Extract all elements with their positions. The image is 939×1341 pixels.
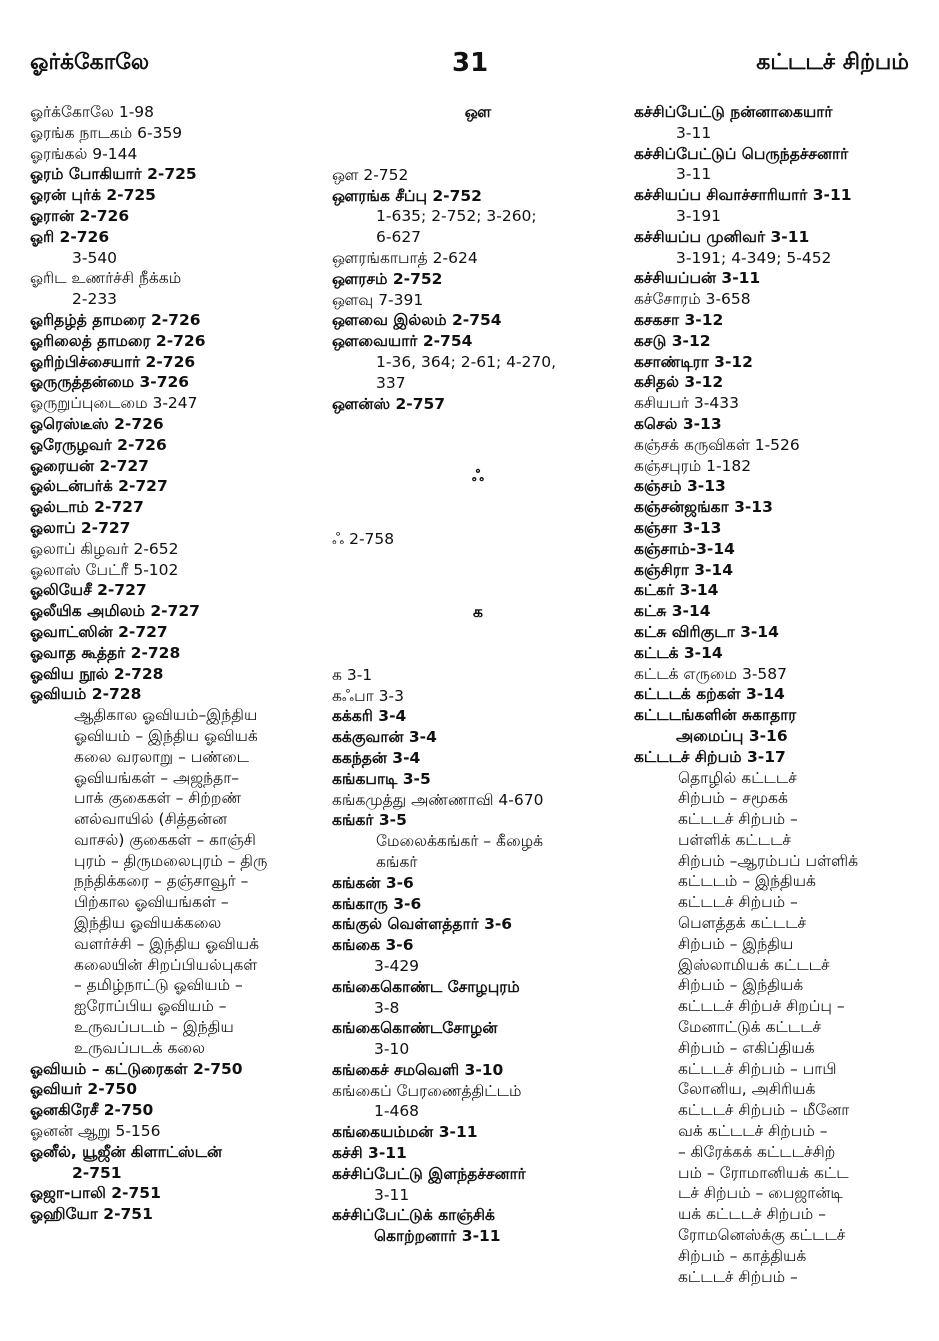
- page-number: 31: [452, 48, 489, 78]
- index-entry: ஔ 2-752: [332, 165, 409, 184]
- index-entry: சிற்பம் – காத்தியக்: [678, 1246, 807, 1265]
- index-entry: கட்டடக் கற்கள் 3-14: [634, 685, 785, 704]
- index-entry: கங்கை 3-6: [332, 936, 414, 955]
- index-entry: கசெல் 3-13: [634, 414, 722, 433]
- index-entry: கட்டடச் சிற்பம் 3-17: [634, 747, 786, 766]
- index-entry: ஓவியம் 2-728: [30, 685, 142, 704]
- index-entry: ஓஜா-பாலி 2-751: [30, 1184, 161, 1203]
- index-entry: டச் சிற்பம் – பைஜான்டி: [678, 1184, 843, 1203]
- index-entry: 6-627: [376, 228, 422, 247]
- section-heading: ஃ: [471, 467, 485, 486]
- index-entry: கஞ்சபுரம் 1-182: [634, 456, 752, 475]
- index-entry: ரோமனெஸ்க்கு கட்டடச்: [678, 1226, 846, 1245]
- spacer: [332, 550, 624, 602]
- index-entry: ஓரம் போகியார் 2-725: [30, 165, 197, 184]
- index-entry: ஓரையன் 2-727: [30, 456, 149, 475]
- index-entry: ஓவியம் – கட்டுரைகள் 2-750: [30, 1059, 243, 1078]
- index-entry: ஔவை இல்லம் 2-754: [332, 311, 502, 330]
- index-entry: சிற்பம் – இந்திய: [678, 934, 794, 953]
- index-entry: ஓனன் ஆறு 5-156: [30, 1122, 161, 1141]
- index-entry: 1-36, 364; 2-61; 4-270,: [376, 352, 557, 371]
- index-entry: 3-10: [374, 1040, 410, 1059]
- index-entry: ஓரிற்பிச்சையார் 2-726: [30, 352, 196, 371]
- index-entry: 1-468: [374, 1102, 420, 1121]
- index-entry: கங்காரு 3-6: [332, 894, 422, 913]
- index-entry: பிற்கால ஓவியங்கள் –: [74, 893, 229, 912]
- index-entry: கச்சிப்பேட்டுக் காஞ்சிக்: [332, 1206, 495, 1225]
- index-entry: கட்கர் 3-14: [634, 581, 719, 600]
- index-entry: இஸ்லாமியக் கட்டடச்: [678, 955, 830, 974]
- index-entry: கங்கர் 3-5: [332, 811, 407, 830]
- index-entry: ஓரன் புர்க் 2-725: [30, 186, 156, 205]
- index-entry: கசியபர் 3-433: [634, 394, 739, 413]
- index-entry: ஓவியங்கள் – அஜந்தா–: [74, 768, 240, 787]
- index-entry: கச்சியப்பன் 3-11: [634, 269, 761, 288]
- index-entry: னல்வாயில் (சித்தன்ன: [74, 810, 227, 829]
- index-entry: 337: [376, 373, 406, 392]
- index-entry: ஔன்ஸ் 2-757: [332, 394, 446, 413]
- index-entry: கட்சு 3-14: [634, 602, 711, 621]
- index-entry: கசடு 3-12: [634, 331, 711, 350]
- index-entry: இந்திய ஓவியக்கலை: [74, 914, 222, 933]
- index-column-2: [332, 102, 624, 1247]
- index-entry: கட்டடச் சிற்பம் –: [678, 893, 798, 912]
- index-entry: கங்கையம்மன் 3-11: [332, 1123, 478, 1142]
- index-entry: கச்சியப்ப முனிவர் 3-11: [634, 227, 810, 246]
- index-entry: கஞ்சன்ஜங்கா 3-13: [634, 498, 773, 517]
- index-entry: மேலைக்கங்கர் – கீழைக்: [376, 832, 544, 851]
- index-entry: க 3-1: [332, 665, 373, 684]
- index-entry: ஓரான் 2-726: [30, 206, 130, 225]
- index-entry: கங்கைச் சமவெளி 3-10: [332, 1060, 504, 1079]
- index-entry: கச்சி 3-11: [332, 1144, 407, 1163]
- index-entry: 3-11: [676, 123, 712, 142]
- index-entry: ஓரிட உணர்ச்சி நீக்கம்: [30, 269, 182, 288]
- index-entry: ஓவியம் – இந்திய ஓவியக்: [74, 726, 258, 745]
- index-entry: கஞ்சக் கருவிகள் 1-526: [634, 435, 800, 454]
- index-entry: 3-11: [374, 1185, 410, 1204]
- index-entry: கங்குல் வெள்ளத்தார் 3-6: [332, 915, 513, 934]
- index-entry: புரம் – திருமலைபுரம் – திரு: [74, 851, 268, 870]
- index-entry: ஓலியேசீ 2-727: [30, 581, 147, 600]
- index-entry: கச்சிப்பேட்டு நன்னாகையார்: [634, 103, 833, 121]
- index-entry: கசகசா 3-12: [634, 310, 724, 329]
- index-entry: வளர்ச்சி – இந்திய ஓவியக்: [74, 934, 260, 953]
- index-entry: 1-635; 2-752; 3-260;: [376, 207, 537, 226]
- running-head-right: கட்டடச் சிற்பம்: [756, 50, 909, 75]
- index-entry: 3-191: [676, 206, 722, 225]
- index-entry: ஓஹியோ 2-751: [30, 1205, 153, 1224]
- index-entry: மேனாட்டுக் கட்டடச்: [678, 1018, 822, 1037]
- index-entry: கங்கைகொண்ட சோழபுரம்: [332, 977, 520, 996]
- index-entry: அமைப்பு 3-16: [676, 726, 788, 745]
- index-entry: ஓலாப் கிழவர் 2-652: [30, 539, 179, 558]
- index-entry: ஓலாஸ் பேட்ரீ 5-102: [30, 560, 179, 579]
- index-entry: 2-751: [72, 1163, 122, 1182]
- section-heading: க: [473, 602, 483, 621]
- index-column-3: [634, 102, 929, 1287]
- index-entry: ஓரங்கல் 9-144: [30, 144, 138, 163]
- index-entry: ககந்தன் 3-4: [332, 748, 421, 767]
- index-entry: கச்சிப்பேட்டு இளந்தச்சனார்: [332, 1164, 526, 1183]
- index-entry: கங்கர்: [376, 852, 418, 871]
- index-entry: ஓரேருழவர் 2-726: [30, 435, 167, 454]
- index-entry: ஓருறுப்புடைமை 3-247: [30, 394, 198, 413]
- index-entry: கட்சு விரிகுடா 3-14: [634, 622, 779, 641]
- index-entry: கங்கைகொண்டசோழன்: [332, 1019, 498, 1038]
- index-entry: பள்ளிக் கட்டடச்: [678, 830, 792, 849]
- index-entry: கங்கமுத்து அண்ணாவி 4-670: [332, 790, 544, 809]
- index-entry: ஓனீல், யூஜீன் கிளாட்ஸ்டன்: [30, 1142, 223, 1161]
- spacer: [332, 623, 624, 665]
- index-entry: கட்டடங்களின் சுகாதார: [634, 706, 797, 725]
- index-entry: சிற்பம் –ஆரம்பப் பள்ளிக்: [678, 851, 859, 870]
- index-entry: கஞ்சம் 3-13: [634, 477, 726, 496]
- index-entry: வக் கட்டடச் சிற்பம் –: [678, 1122, 828, 1141]
- index-entry: லோனிய, அசிரியக்: [678, 1080, 816, 1099]
- index-entry: ஔரங்காபாத் 2-624: [332, 248, 478, 267]
- index-entry: வாசல்) குகைகள் – காஞ்சி: [74, 830, 256, 849]
- index-entry: ஓல்டாம் 2-727: [30, 498, 144, 517]
- index-entry: ஓரி 2-726: [30, 227, 110, 246]
- index-entry: பம் – ரோமானியக் கட்ட: [678, 1163, 849, 1182]
- index-entry: கட்டக் 3-14: [634, 643, 723, 662]
- index-entry: கட்டடச் சிற்பம் – பாபி: [678, 1059, 837, 1078]
- index-entry: உருவப்படக் கலை: [74, 1038, 205, 1057]
- running-head-left: ஓர்க்கோலே: [30, 50, 150, 75]
- index-entry: 3-11: [676, 165, 712, 184]
- index-entry: கட்டடச் சிற்பம் –: [678, 1267, 798, 1286]
- index-entry: ஔரசம் 2-752: [332, 269, 443, 288]
- index-entry: ஓல்டன்பர்க் 2-727: [30, 477, 168, 496]
- index-entry: ஓவிய நூல் 2-728: [30, 664, 164, 683]
- index-entry: ஓனகிரேசீ 2-750: [30, 1101, 154, 1120]
- index-entry: கலை வரலாறு – பண்டை: [74, 747, 250, 766]
- index-entry: கட்டக் எருமை 3-587: [634, 664, 787, 683]
- index-entry: 3-540: [72, 248, 118, 267]
- index-entry: ஃ 2-758: [332, 530, 395, 549]
- index-column-1: [30, 102, 325, 1225]
- index-entry: ஔவையார் 2-754: [332, 332, 473, 351]
- index-entry: கஞ்சிரா 3-14: [634, 560, 733, 579]
- index-entry: கொற்றனார் 3-11: [374, 1227, 501, 1246]
- index-entry: ஔரங்க சீப்பு 2-752: [332, 186, 482, 205]
- index-entry: நந்திக்கரை – தஞ்சாவூர் –: [74, 872, 249, 891]
- index-entry: 3-191; 4-349; 5-452: [676, 248, 832, 267]
- index-entry: – கிரேக்கக் கட்டடச்சிற்: [678, 1142, 836, 1161]
- index-entry: ஓரிதழ்த் தாமரை 2-726: [30, 310, 201, 329]
- index-entry: சிற்பம் – சமூகக்: [678, 789, 788, 808]
- index-entry: ஓலீயிக அமிலம் 2-727: [30, 602, 200, 621]
- index-entry: ஓலாப் 2-727: [30, 518, 131, 537]
- index-entry: கசாண்டிரா 3-12: [634, 352, 753, 371]
- index-entry: ஐரோப்பிய ஓவியம் –: [74, 997, 227, 1016]
- index-entry: 3-8: [374, 998, 400, 1017]
- index-entry: ஓர்க்கோலே 1-98: [30, 103, 155, 121]
- index-entry: கட்டடம் – இந்தியக்: [678, 872, 816, 891]
- index-entry: கஞ்சாம்-3-14: [634, 539, 735, 558]
- index-entry: கட்டடச் சிற்பம் –: [678, 810, 798, 829]
- index-entry: ஓவாத கூத்தர் 2-728: [30, 643, 181, 662]
- index-entry: ஓரிலைத் தாமரை 2-726: [30, 331, 206, 350]
- section-heading: ஔ: [464, 103, 492, 121]
- index-entry: ஓரங்க நாடகம் 6-359: [30, 123, 183, 142]
- spacer: [332, 123, 624, 165]
- index-entry: கச்சியப்ப சிவாச்சாரியார் 3-11: [634, 186, 852, 205]
- index-entry: கஃபா 3-3: [332, 686, 404, 705]
- index-entry: 2-233: [72, 290, 118, 309]
- index-entry: பௌத்தக் கட்டடச்: [678, 914, 807, 933]
- index-entry: கங்கன் 3-6: [332, 873, 414, 892]
- index-entry: கலையின் சிறப்பியல்புகள்: [74, 955, 258, 974]
- index-entry: சிற்பம் – எகிப்தியக்: [678, 1038, 815, 1057]
- index-entry: ஔவு 7-391: [332, 290, 424, 309]
- index-entry: யக் கட்டடச் சிற்பம் –: [678, 1205, 826, 1224]
- index-entry: ஓருருத்தன்மை 3-726: [30, 373, 190, 392]
- index-entry: கங்கைப் பேரணைத்திட்டம்: [332, 1081, 522, 1100]
- index-entry: உருவப்படம் – இந்திய: [74, 1018, 234, 1037]
- index-entry: 3-429: [374, 956, 420, 975]
- index-entry: கக்கரி 3-4: [332, 707, 407, 726]
- index-entry: ஓவியர் 2-750: [30, 1080, 137, 1099]
- index-entry: கட்டடச் சிற்பச் சிறப்பு –: [678, 997, 845, 1016]
- index-entry: கட்டடச் சிற்பம் – மீனோ: [678, 1101, 850, 1120]
- index-entry: – தமிழ்நாட்டு ஓவியம் –: [74, 976, 243, 995]
- index-entry: ஓவாட்ஸின் 2-727: [30, 622, 168, 641]
- spacer: [332, 487, 624, 529]
- index-entry: கசிதல் 3-12: [634, 373, 724, 392]
- index-entry: கக்குவான் 3-4: [332, 728, 437, 747]
- index-entry: கச்சிப்பேட்டுப் பெருந்தச்சனார்: [634, 144, 849, 163]
- index-entry: தொழில் கட்டடச்: [678, 768, 797, 787]
- index-entry: கங்கபாடி 3-5: [332, 769, 431, 788]
- index-entry: ஆதிகால ஓவியம்–இந்திய: [74, 706, 258, 725]
- index-entry: சிற்பம் – இந்தியக்: [678, 976, 804, 995]
- index-entry: பாக் குகைகள் – சிற்றண்: [74, 789, 242, 808]
- spacer: [332, 414, 624, 466]
- index-entry: கஞ்சா 3-13: [634, 518, 722, 537]
- index-entry: கச்சோரம் 3-658: [634, 290, 751, 309]
- index-entry: ஓரெஸ்டீஸ் 2-726: [30, 414, 164, 433]
